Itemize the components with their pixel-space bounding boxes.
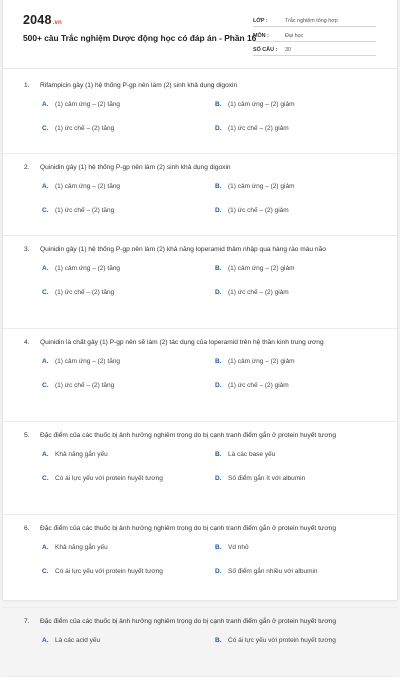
answer-options [3, 350, 397, 398]
meta-row-count [253, 42, 376, 56]
meta-key: SỐ CÂU : [253, 46, 278, 53]
answer-option[interactable] [215, 536, 397, 560]
document-title: 500+ câu Trắc nghiệm Dược động học có đáp án - Phần 16 [23, 33, 257, 43]
option-letter: D. [215, 568, 222, 576]
answer-option[interactable] [42, 199, 215, 223]
answer-option[interactable] [215, 374, 397, 398]
option-text: (1) ức chế – (2) giảm [228, 207, 289, 215]
meta-row-subject [253, 27, 376, 41]
answer-option[interactable] [42, 257, 215, 281]
document-header [3, 0, 397, 66]
question-text [3, 523, 397, 536]
answer-option[interactable] [42, 93, 215, 117]
meta-value: Đại học [285, 32, 304, 39]
question-text [3, 162, 397, 175]
option-letter: A. [42, 183, 49, 191]
logo-text: 2048 [23, 13, 52, 27]
option-text: (1) ức chế – (2) tăng [55, 382, 115, 390]
option-text: Số điểm gắn ít với albumin [228, 475, 306, 483]
answer-option[interactable] [215, 175, 397, 199]
answer-option[interactable] [215, 93, 397, 117]
option-text: (1) ức chế – (2) tăng [55, 207, 115, 215]
answer-option[interactable] [215, 467, 397, 491]
question-number: 3. [24, 246, 30, 253]
option-text: (1) cảm ứng – (2) tăng [55, 101, 121, 109]
answer-option[interactable] [42, 467, 215, 491]
option-letter: A. [42, 544, 49, 552]
option-text: (1) cảm ứng – (2) giảm [228, 358, 295, 366]
document-page [3, 0, 397, 645]
option-letter: D. [215, 475, 222, 483]
question-item [3, 80, 397, 154]
logo-suffix: .vn [52, 20, 62, 26]
option-letter: D. [215, 125, 222, 133]
answer-option[interactable] [42, 536, 215, 560]
question-text [3, 616, 397, 629]
option-text: Có ái lực yếu với protein huyết tương [228, 637, 336, 645]
option-letter: C. [42, 125, 49, 133]
question-item [3, 523, 397, 608]
option-letter: B. [215, 358, 222, 366]
answer-option[interactable] [215, 560, 397, 584]
option-text: (1) ức chế – (2) giảm [228, 382, 289, 390]
option-text: Là các base yếu [228, 451, 276, 459]
question-list [3, 80, 397, 677]
answer-option[interactable] [42, 560, 215, 584]
answer-options [3, 257, 397, 305]
answer-option[interactable] [42, 374, 215, 398]
option-letter: C. [42, 568, 49, 576]
answer-option[interactable] [215, 117, 397, 141]
answer-option[interactable] [42, 350, 215, 374]
document-meta [253, 13, 376, 56]
question-text [3, 430, 397, 443]
option-text: (1) cảm ứng – (2) giảm [228, 101, 295, 109]
option-text: (1) cảm ứng – (2) giảm [228, 183, 295, 191]
option-text: Có ái lực yếu với protein huyết tương [55, 568, 163, 576]
option-text: Số điểm gắn nhiều với albumin [228, 568, 318, 576]
option-text: (1) cảm ứng – (2) tăng [55, 265, 121, 273]
answer-option[interactable] [215, 443, 397, 467]
question-body: Quinidin là chất gây (1) P-gp nên sẽ làm (2) tác dụng của loperamid trên hệ thần kinh trung ương [40, 339, 324, 346]
answer-option[interactable] [42, 175, 215, 199]
question-text [3, 244, 397, 257]
option-letter: C. [42, 289, 49, 297]
option-letter: B. [215, 544, 222, 552]
option-letter: A. [42, 451, 49, 459]
answer-option[interactable] [42, 629, 215, 653]
question-body: Quinidin gây (1) hệ thống P-gp nên làm (2) sinh khả dụng digoxin [40, 164, 231, 171]
answer-option[interactable] [215, 199, 397, 223]
option-text: Là các acid yếu [55, 637, 101, 645]
meta-key: LỚP : [253, 18, 268, 25]
option-letter: A. [42, 265, 49, 273]
question-body: Đặc điểm của các thuốc bị ảnh hưởng nghiêm trọng do bị cạnh tranh điểm gắn ở protein huyết tương [40, 525, 336, 532]
option-text: (1) cảm ứng – (2) tăng [55, 183, 121, 191]
option-text: (1) cảm ứng – (2) tăng [55, 358, 121, 366]
option-text: Vd nhỏ [228, 544, 249, 552]
question-body: Quinidin gây (1) hệ thống P-gp nên làm (2) khả năng loperamid thâm nhập qua hàng rào máu não [40, 246, 326, 253]
question-number: 1. [24, 82, 30, 89]
meta-row-class [253, 13, 376, 27]
question-item [3, 430, 397, 515]
option-text: (1) ức chế – (2) giảm [228, 289, 289, 297]
answer-option[interactable] [42, 281, 215, 305]
option-text: (1) ức chế – (2) giảm [228, 125, 289, 133]
answer-option[interactable] [215, 350, 397, 374]
answer-option[interactable] [215, 629, 397, 653]
option-letter: A. [42, 637, 49, 645]
header-divider [3, 68, 397, 69]
question-item [3, 162, 397, 236]
option-letter: B. [215, 183, 222, 191]
option-text: Có ái lực yếu với protein huyết tương [55, 475, 163, 483]
answer-options [3, 93, 397, 141]
option-letter: C. [42, 475, 49, 483]
question-text [3, 337, 397, 350]
question-number: 5. [24, 432, 30, 439]
answer-option[interactable] [42, 443, 215, 467]
question-body: Đặc điểm của các thuốc bị ảnh hưởng nghiêm trọng do bị cạnh tranh điểm gắn ở protein huyết tương [40, 618, 336, 625]
question-number: 2. [24, 164, 30, 171]
option-text: Khả năng gắn yếu [55, 451, 108, 459]
question-number: 6. [24, 525, 30, 532]
answer-option[interactable] [215, 281, 397, 305]
meta-value: Trắc nghiệm tổng hợp [285, 18, 338, 25]
option-letter: B. [215, 265, 222, 273]
option-letter: C. [42, 382, 49, 390]
site-logo[interactable] [23, 13, 62, 27]
option-text: (1) cảm ứng – (2) giảm [228, 265, 295, 273]
question-number: 7. [24, 618, 30, 625]
meta-value: 30 [285, 46, 291, 53]
question-item [3, 616, 397, 677]
answer-option[interactable] [42, 117, 215, 141]
answer-options [3, 536, 397, 584]
option-letter: A. [42, 101, 49, 109]
question-text [3, 80, 397, 93]
answer-option[interactable] [215, 257, 397, 281]
answer-options [3, 443, 397, 491]
option-letter: B. [215, 101, 222, 109]
option-letter: D. [215, 207, 222, 215]
option-letter: D. [215, 382, 222, 390]
option-letter: B. [215, 637, 222, 645]
option-letter: B. [215, 451, 222, 459]
question-body: Rifampicin gây (1) hệ thống P-gp nên làm (2) sinh khả dụng digoxin [40, 82, 238, 89]
question-number: 4. [24, 339, 30, 346]
question-item [3, 337, 397, 422]
question-item [3, 244, 397, 329]
option-text: Khả năng gắn yếu [55, 544, 108, 552]
option-letter: A. [42, 358, 49, 366]
option-letter: D. [215, 289, 222, 297]
answer-options [3, 175, 397, 223]
meta-key: MÔN : [253, 32, 269, 39]
option-letter: C. [42, 207, 49, 215]
question-body: Đặc điểm của các thuốc bị ảnh hưởng nghiêm trọng do bị cạnh tranh điểm gắn ở protein huyết tương [40, 432, 336, 439]
option-text: (1) ức chế – (2) tăng [55, 289, 115, 297]
answer-options [3, 629, 397, 653]
option-text: (1) ức chế – (2) tăng [55, 125, 115, 133]
